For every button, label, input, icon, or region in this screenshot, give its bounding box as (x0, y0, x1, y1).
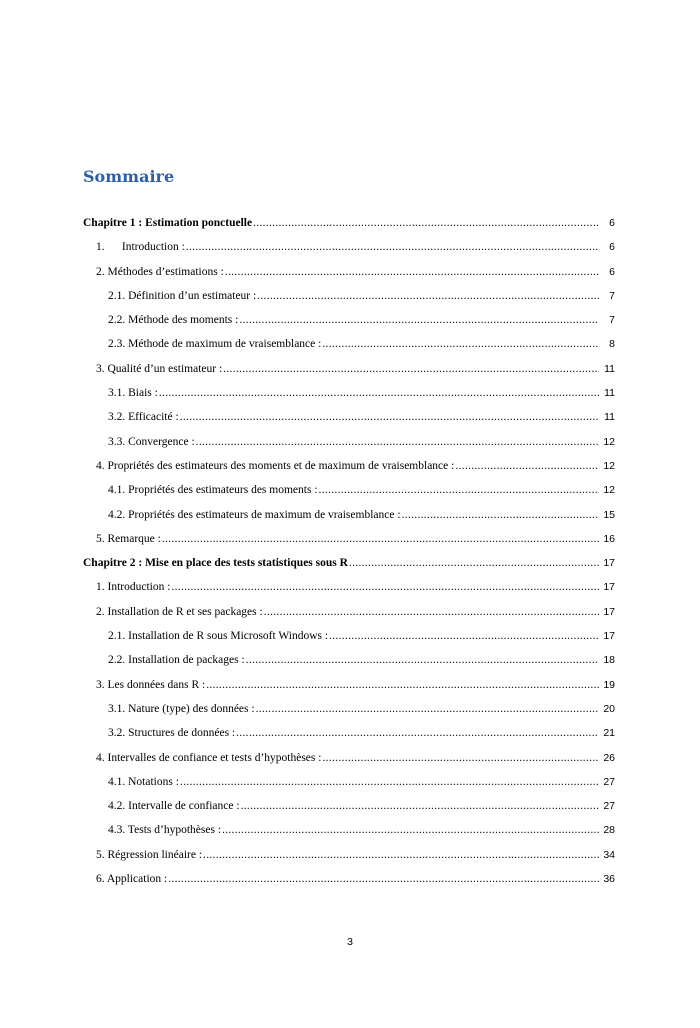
dot-leader (455, 460, 599, 472)
toc-entry-label: 1. Introduction : (96, 581, 171, 594)
toc-entry-page: 15 (603, 508, 615, 521)
toc-entry-label: 2. Installation de R et ses packages : (96, 605, 263, 618)
dot-leader (180, 411, 599, 423)
dot-leader (319, 484, 599, 496)
dot-leader (203, 849, 599, 861)
dot-leader (236, 727, 599, 739)
toc-entry-label: 3.1. Nature (type) des données : (108, 702, 255, 715)
toc-entry[interactable] (83, 630, 615, 654)
toc-entry[interactable] (83, 314, 615, 338)
toc-title: Sommaire (83, 167, 175, 186)
toc-entry-page: 7 (609, 314, 615, 327)
toc-entry[interactable] (83, 824, 615, 848)
toc-entry-page: 36 (603, 873, 615, 886)
toc-entry[interactable] (83, 290, 615, 314)
toc-entry-page: 11 (604, 387, 615, 400)
toc-entry-label: 3.2. Structures de données : (108, 727, 236, 740)
toc-entry[interactable] (83, 411, 615, 435)
toc-entry-page: 21 (603, 727, 615, 740)
toc-entry-label: Chapitre 2 : Mise en place des tests statistiques sous R (83, 557, 348, 570)
toc-entry[interactable] (83, 436, 615, 460)
toc-entry-label: 5. Remarque : (96, 532, 161, 545)
dot-leader (241, 800, 599, 812)
toc-chapter-entry[interactable] (83, 217, 615, 241)
toc-entry-label: 5. Régression linéaire : (96, 848, 203, 861)
toc-entry[interactable] (83, 581, 615, 605)
toc-entry-label: 4.2. Propriétés des estimateurs de maximum de vraisemblance : (108, 508, 401, 521)
toc-entry-page: 17 (603, 581, 615, 594)
dot-leader (206, 679, 599, 691)
dot-leader (349, 557, 599, 569)
toc-entry-page: 27 (603, 775, 615, 788)
toc-entry[interactable] (83, 363, 615, 387)
toc-entry-label: 3.2. Efficacité : (108, 411, 179, 424)
toc-entry-page: 20 (603, 702, 615, 715)
toc-entry-page: 12 (603, 484, 615, 497)
dot-leader (239, 314, 599, 326)
toc-entry-label: 4. Intervalles de confiance et tests d’hypothèses : (96, 751, 322, 764)
dot-leader (225, 266, 599, 278)
toc-entry-page: 16 (603, 532, 615, 545)
toc-entry-label: 2.3. Méthode de maximum de vraisemblance : (108, 338, 322, 351)
toc-entry[interactable] (83, 484, 615, 508)
toc-chapter-entry[interactable] (83, 557, 615, 581)
toc-entry-label: Chapitre 1 : Estimation ponctuelle (83, 217, 253, 229)
toc-entry[interactable] (83, 533, 615, 557)
dot-leader (168, 873, 599, 885)
dot-leader (171, 581, 599, 593)
dot-leader (222, 824, 599, 836)
toc-entry-label: 3. Qualité d’un estimateur : (96, 362, 223, 375)
toc-entry-page: 17 (603, 630, 615, 643)
toc-entry-page: 17 (603, 557, 615, 570)
dot-leader (264, 606, 599, 618)
dot-leader (246, 654, 599, 666)
toc-entry-label: 6. Application : (96, 873, 168, 886)
toc-entry[interactable] (83, 654, 615, 678)
dot-leader (256, 703, 599, 715)
dot-leader (159, 387, 599, 399)
toc-entry-page: 7 (609, 289, 615, 302)
dot-leader (180, 776, 599, 788)
toc-entry-label: 4.1. Notations : (108, 775, 179, 788)
toc-entry-page: 34 (603, 848, 615, 861)
toc-entry-page: 12 (603, 435, 615, 448)
page-number: 3 (347, 936, 353, 948)
toc-entry-label: 3.3. Convergence : (108, 435, 195, 448)
toc-entry[interactable] (83, 241, 615, 265)
toc-entry[interactable] (83, 460, 615, 484)
table-of-contents (83, 217, 615, 897)
toc-entry-label: 3. Les données dans R : (96, 678, 206, 691)
toc-entry-label: 2.1. Définition d’un estimateur : (108, 289, 257, 302)
toc-entry-page: 12 (603, 459, 615, 472)
toc-entry[interactable] (83, 387, 615, 411)
dot-leader (196, 436, 599, 448)
toc-entry[interactable] (83, 873, 615, 897)
toc-entry[interactable] (83, 679, 615, 703)
toc-entry-page: 11 (604, 362, 615, 375)
toc-entry-page: 28 (603, 824, 615, 837)
dot-leader (162, 533, 599, 545)
dot-leader (329, 630, 599, 642)
toc-entry-page: 18 (603, 654, 615, 667)
toc-entry-label: 2.2. Installation de packages : (108, 654, 245, 667)
toc-entry-label: 4.1. Propriétés des estimateurs des moments : (108, 484, 318, 497)
toc-entry[interactable] (83, 338, 615, 362)
toc-entry[interactable] (83, 606, 615, 630)
toc-entry-label: 4. Propriétés des estimateurs des moments et de maximum de vraisemblance : (96, 459, 455, 472)
toc-entry-label: 1. Introduction : (96, 241, 185, 254)
toc-entry-label: 2.1. Installation de R sous Microsoft Windows : (108, 630, 329, 643)
dot-leader (322, 338, 599, 350)
toc-entry[interactable] (83, 703, 615, 727)
dot-leader (322, 752, 599, 764)
toc-entry-label: 3.1. Biais : (108, 387, 158, 400)
toc-entry-page: 27 (603, 800, 615, 813)
toc-entry-page: 19 (603, 678, 615, 691)
toc-entry-page: 6 (609, 265, 615, 278)
toc-entry-label: 4.3. Tests d’hypothèses : (108, 824, 222, 837)
toc-entry-label: 4.2. Intervalle de confiance : (108, 800, 240, 813)
toc-entry-page: 6 (609, 241, 615, 254)
toc-entry-label: 2. Méthodes d’estimations : (96, 265, 224, 278)
dot-leader (253, 217, 599, 229)
dot-leader (257, 290, 599, 302)
dot-leader (223, 363, 599, 375)
toc-entry[interactable] (83, 849, 615, 873)
toc-entry-page: 26 (603, 751, 615, 764)
toc-entry[interactable] (83, 752, 615, 776)
toc-entry-page: 17 (603, 605, 615, 618)
toc-entry-label: 2.2. Méthode des moments : (108, 314, 239, 327)
toc-entry-page: 11 (604, 411, 615, 424)
dot-leader (186, 241, 599, 253)
toc-entry[interactable] (83, 800, 615, 824)
toc-entry[interactable] (83, 727, 615, 751)
toc-entry-page: 6 (609, 217, 615, 229)
toc-entry-page: 8 (609, 338, 615, 351)
toc-entry[interactable] (83, 776, 615, 800)
dot-leader (402, 509, 599, 521)
toc-entry[interactable] (83, 266, 615, 290)
toc-entry[interactable] (83, 509, 615, 533)
